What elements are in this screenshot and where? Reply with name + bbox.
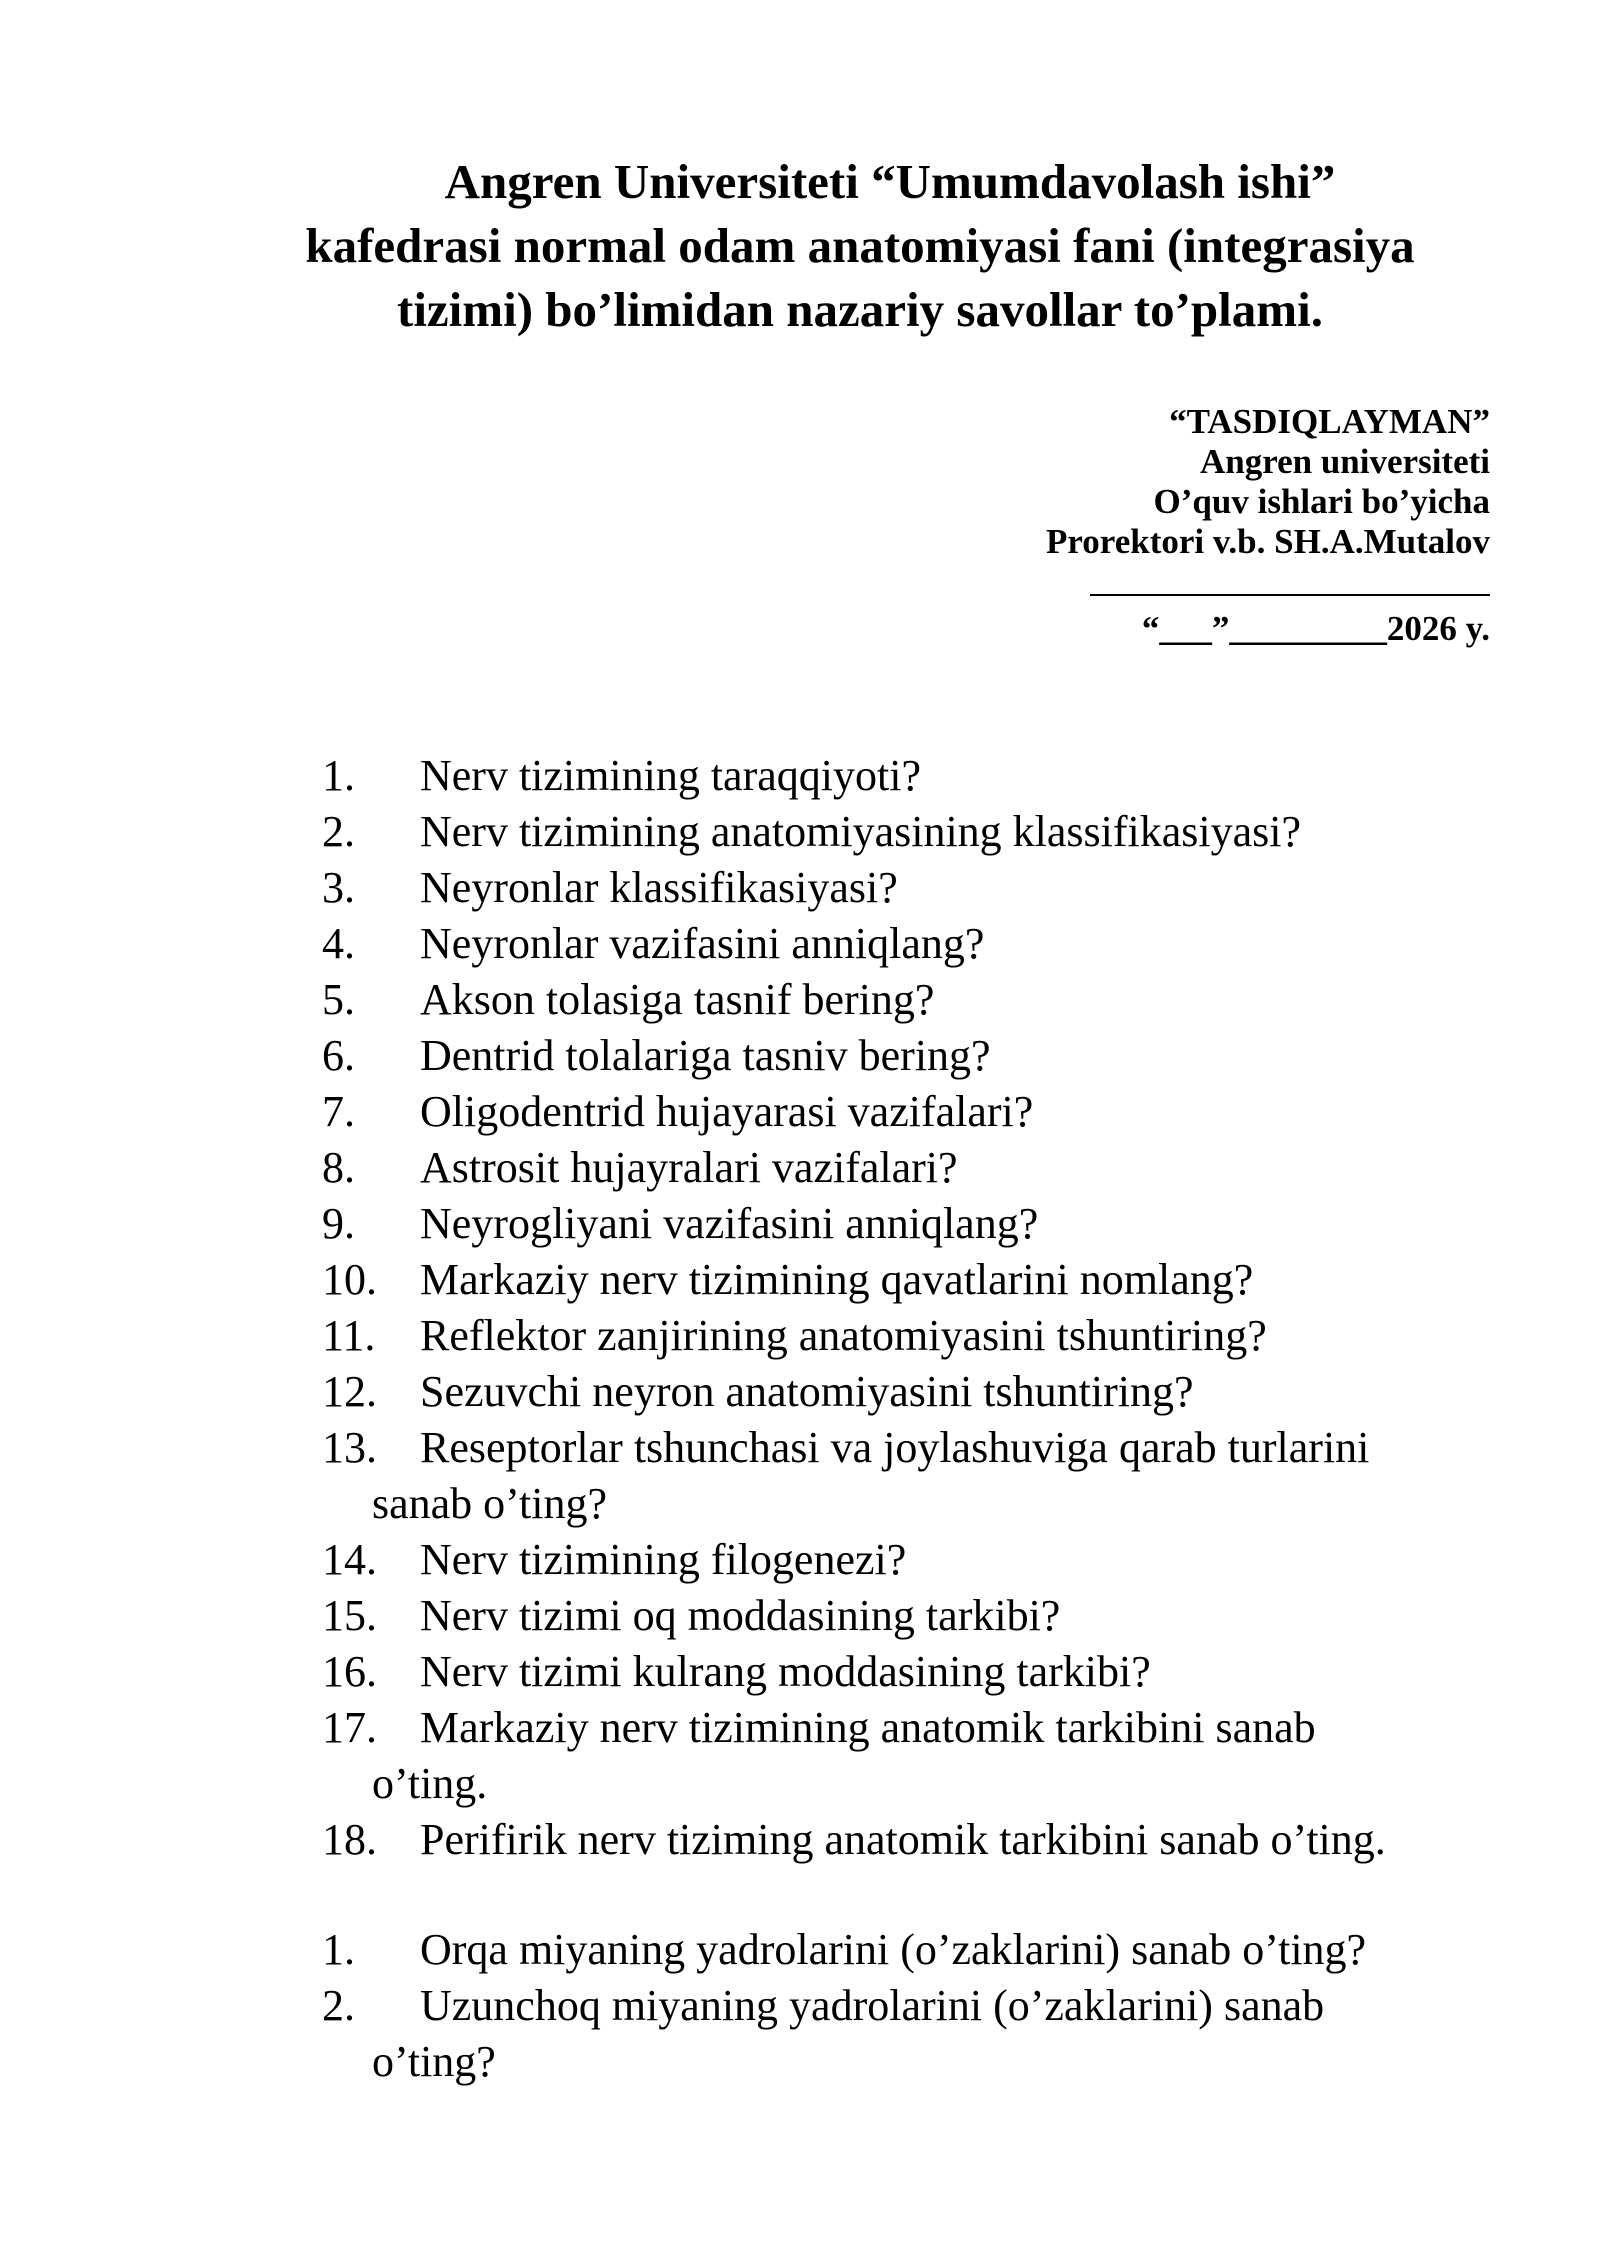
question-text: Oligodentrid hujayarasi vazifalari?	[420, 1087, 1034, 1136]
question-number: 13.	[322, 1423, 377, 1472]
question-text: Nerv tizimining anatomiyasining klassifikasiyasi?	[420, 807, 1302, 856]
question-text: Akson tolasiga tasnif bering?	[420, 975, 935, 1024]
question-number: 11.	[322, 1311, 376, 1360]
title-line-1: Angren Universiteti “Umumdavolash ishi”	[444, 154, 1336, 209]
question-text: Nerv tizimi kulrang moddasining tarkibi?	[420, 1647, 1151, 1696]
question-item	[322, 804, 1522, 860]
question-text-continuation: sanab o’ting?	[372, 1479, 608, 1528]
question-item	[322, 1644, 1522, 1700]
question-text: Markaziy nerv tizimining anatomik tarkibini sanab	[420, 1703, 1316, 1752]
question-text: Sezuvchi neyron anatomiyasini tshuntiring?	[420, 1367, 1194, 1416]
question-number: 7.	[322, 1087, 355, 1136]
question-number: 3.	[322, 863, 355, 912]
question-number: 18.	[322, 1815, 377, 1864]
question-item	[322, 972, 1522, 1028]
approval-line-university: Angren universiteti	[1199, 442, 1490, 481]
question-text: Reseptorlar tshunchasi va joylashuviga qarab turlarini	[420, 1423, 1370, 1472]
question-item	[322, 1028, 1522, 1084]
question-text: Nerv tizimining filogenezi?	[420, 1535, 907, 1584]
question-text: Perifirik nerv tiziming anatomik tarkibini sanab o’ting.	[420, 1815, 1386, 1864]
question-text: Nerv tizimi oq moddasining tarkibi?	[420, 1591, 1061, 1640]
question-list-part-1	[322, 748, 1522, 1868]
question-item	[322, 1196, 1522, 1252]
question-item	[322, 860, 1522, 916]
question-item	[322, 1978, 1522, 2090]
approval-block	[790, 402, 1490, 649]
question-item	[322, 1700, 1522, 1812]
question-item	[322, 1588, 1522, 1644]
approval-date-line: “___”_________2026 y.	[1141, 609, 1490, 648]
question-text: Nerv tizimining taraqqiyoti?	[420, 751, 921, 800]
question-number: 1.	[322, 751, 355, 800]
signature-line	[1090, 564, 1490, 596]
question-number: 2.	[322, 807, 355, 856]
question-number: 1.	[322, 1925, 355, 1974]
question-item	[322, 1532, 1522, 1588]
question-number: 15.	[322, 1591, 377, 1640]
approval-heading: “TASDIQLAYMAN”	[1169, 402, 1490, 441]
question-item	[322, 1252, 1522, 1308]
question-number: 14.	[322, 1535, 377, 1584]
question-number: 10.	[322, 1255, 377, 1304]
title-line-2: kafedrasi normal odam anatomiyasi fani (integrasiya	[305, 218, 1415, 273]
question-text: Dentrid tolalariga tasniv bering?	[420, 1031, 991, 1080]
question-text: Orqa miyaning yadrolarini (o’zaklarini) sanab o’ting?	[420, 1925, 1367, 1974]
question-text: Astrosit hujayralari vazifalari?	[420, 1143, 958, 1192]
question-item	[322, 1140, 1522, 1196]
question-text: Uzunchoq miyaning yadrolarini (o’zaklarini) sanab	[420, 1981, 1325, 2030]
question-text: Markaziy nerv tizimining qavatlarini nomlang?	[420, 1255, 1254, 1304]
question-text: Neyronlar klassifikasiyasi?	[420, 863, 898, 912]
question-item	[322, 1308, 1522, 1364]
question-item	[322, 1420, 1522, 1532]
approval-line-position: O’quv ishlari bo’yicha	[1153, 482, 1490, 521]
question-list-part-2	[322, 1922, 1522, 2090]
document-title	[230, 150, 1490, 342]
question-item	[322, 1084, 1522, 1140]
question-number: 17.	[322, 1703, 377, 1752]
question-number: 9.	[322, 1199, 355, 1248]
question-item	[322, 1922, 1522, 1978]
question-number: 6.	[322, 1031, 355, 1080]
question-item	[322, 916, 1522, 972]
question-number: 8.	[322, 1143, 355, 1192]
title-line-3: tizimi) bo’limidan nazariy savollar to’plami.	[397, 282, 1323, 337]
approval-line-signatory: Prorektori v.b. SH.A.Mutalov	[1046, 522, 1490, 561]
question-text: Neyrogliyani vazifasini anniqlang?	[420, 1199, 1039, 1248]
question-text-continuation: o’ting.	[372, 1759, 488, 1808]
question-text: Reflektor zanjirining anatomiyasini tshuntiring?	[420, 1311, 1267, 1360]
question-number: 16.	[322, 1647, 377, 1696]
question-number: 4.	[322, 919, 355, 968]
question-number: 12.	[322, 1367, 377, 1416]
question-item	[322, 748, 1522, 804]
question-number: 5.	[322, 975, 355, 1024]
question-text: Neyronlar vazifasini anniqlang?	[420, 919, 985, 968]
question-text-continuation: o’ting?	[372, 2037, 496, 2086]
question-item	[322, 1812, 1522, 1868]
question-number: 2.	[322, 1981, 355, 2030]
question-item	[322, 1364, 1522, 1420]
